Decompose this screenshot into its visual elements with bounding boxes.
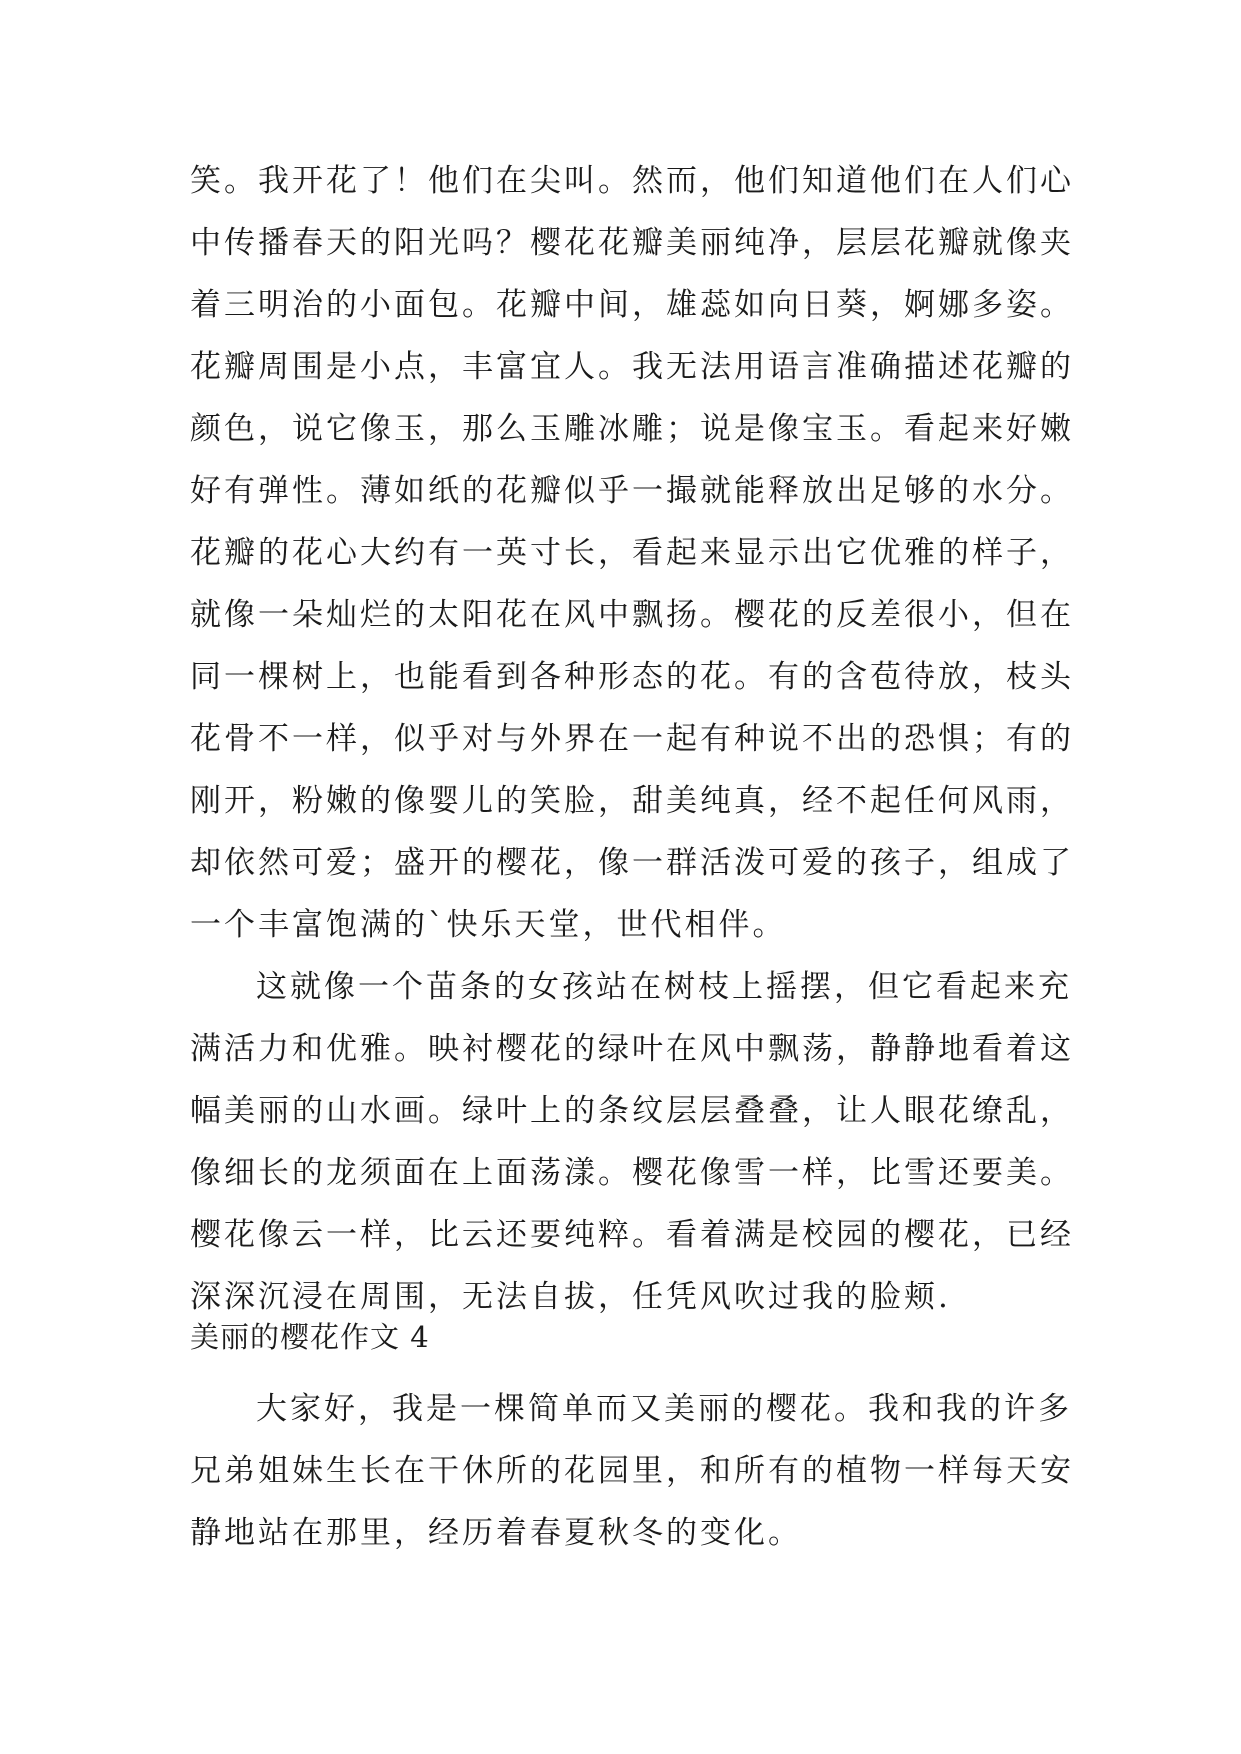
text-line: 花瓣的花心大约有一英寸长，看起来显示出它优雅的样子，: [190, 535, 1074, 571]
text-line: 颜色，说它像玉，那么玉雕冰雕；说是像宝玉。看起来好嫩: [190, 411, 1074, 447]
text-line: 满活力和优雅。映衬樱花的绿叶在风中飘荡，静静地看着这: [190, 1031, 1074, 1067]
text-line: 兄弟姐妹生长在干休所的花园里，和所有的植物一样每天安: [190, 1453, 1074, 1489]
text-line: 就像一朵灿烂的太阳花在风中飘扬。樱花的反差很小，但在: [190, 597, 1074, 633]
text-line: 深深沉浸在周围，无法自拔，任凭风吹过我的脸颊.: [190, 1279, 951, 1315]
paragraph-second: [190, 956, 1074, 1328]
text-line: 像细长的龙须面在上面荡漾。樱花像雪一样，比雪还要美。: [190, 1155, 1074, 1191]
text-line: 好有弹性。薄如纸的花瓣似乎一撮就能释放出足够的水分。: [190, 473, 1074, 509]
paragraph-third: [190, 1378, 1074, 1564]
text-line: 这就像一个苗条的女孩站在树枝上摇摆，但它看起来充: [256, 969, 1072, 1005]
text-line: 大家好，我是一棵简单而又美丽的樱花。我和我的许多: [256, 1391, 1072, 1427]
text-line: 樱花像云一样，比云还要纯粹。看着满是校园的樱花，已经: [190, 1217, 1074, 1253]
text-line: 一个丰富饱满的`快乐天堂，世代相伴。: [190, 907, 787, 943]
paragraph-continued: [190, 150, 1074, 956]
text-line: 同一棵树上，也能看到各种形态的花。有的含苞待放，枝头: [190, 659, 1074, 695]
text-line: 幅美丽的山水画。绿叶上的条纹层层叠叠，让人眼花缭乱，: [190, 1093, 1074, 1129]
text-line: 刚开，粉嫩的像婴儿的笑脸，甜美纯真，经不起任何风雨，: [190, 783, 1074, 819]
text-line: 花骨不一样，似乎对与外界在一起有种说不出的恐惧；有的: [190, 721, 1074, 757]
essay-heading: 美丽的樱花作文 4: [190, 1320, 430, 1354]
text-line: 着三明治的小面包。花瓣中间，雄蕊如向日葵，婀娜多姿。: [190, 287, 1074, 323]
text-line: 静地站在那里，经历着春夏秋冬的变化。: [190, 1515, 802, 1551]
text-line: 花瓣周围是小点，丰富宜人。我无法用语言准确描述花瓣的: [190, 349, 1074, 385]
text-line: 中传播春天的阳光吗？樱花花瓣美丽纯净，层层花瓣就像夹: [190, 225, 1074, 261]
text-line: 笑。我开花了！他们在尖叫。然而，他们知道他们在人们心: [190, 163, 1074, 199]
text-line: 却依然可爱；盛开的樱花，像一群活泼可爱的孩子，组成了: [190, 845, 1074, 881]
